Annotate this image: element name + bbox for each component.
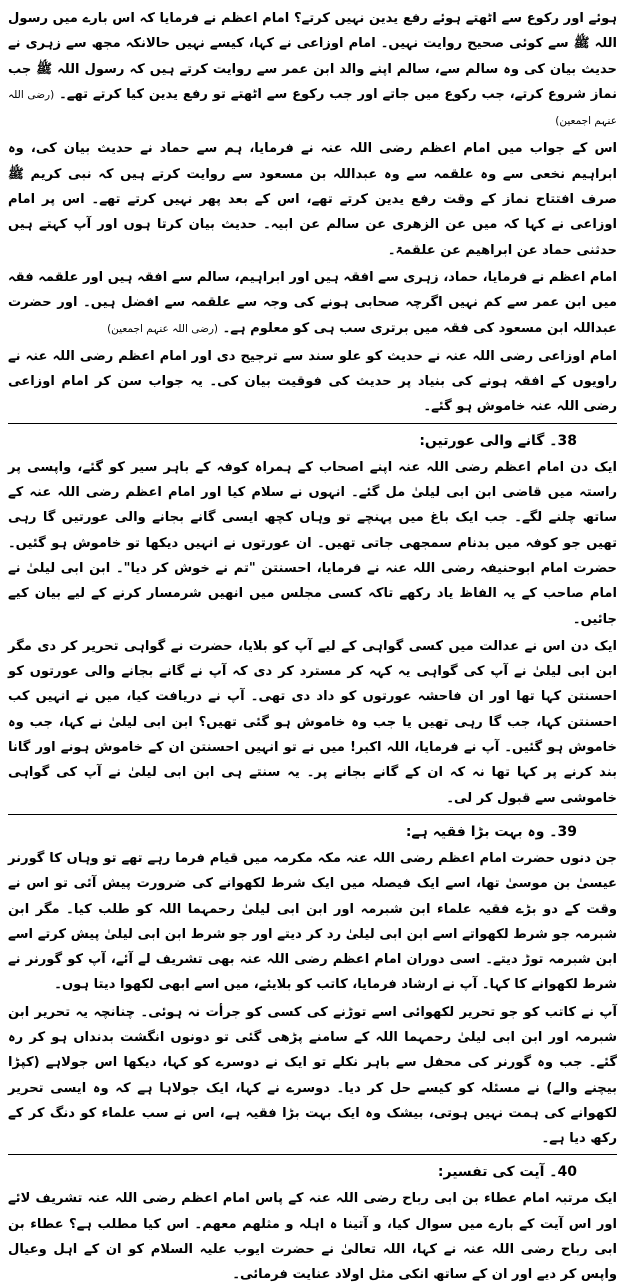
section-number: 38 [557,432,577,449]
paragraph-text: اس کے جواب میں امام اعظم رضی اللہ عنہ نے فرمایا، ہم سے حماد نے حدیث بیان کی، وہ ابراہیم نخعی سے وہ علقمہ سے وہ عبداللہ بن مسعود سے روایت کرتے ہیں کہ نبی کریم ﷺ صرف افتتاح نماز کے وقت رفع یدین کرتے تھے، اس کے بعد پھر نہیں کرتے تھے۔ اس پر امام اوزاعی نے کہا کہ میں عن الزھری عن سالم عن ابیہ۔ حدیث بیان کرتا ہوں اور آپ کہتے ہیں حدثنی حماد عن ابراھیم عن علقمۃ۔ [8,141,617,258]
paragraph-text: آپ نے کاتب کو جو تحریر لکھوائی اسے توڑنے کی کسی کو جرأت نہ ہوئی۔ چنانچہ یہ تحریر ابن شبرمہ اور ابن ابی لیلیٰ رحمہما اللہ کے سامنے پڑھی گئی تو دونوں انگشت بدنداں ہو کر رہ گئے۔ جب وہ گورنر کی محفل سے باہر نکلے تو ایک نے دوسرے کو کہا، دیکھا اس جولاہے (کپڑا بیچنے والے) نے مسئلہ کو کیسے حل کر دیا۔ دوسرے نے کہا، ایک جولاہا ہے کہ وہ ایسی تحریر لکھوانے کی ہمت نہیں ہوتی، بیشک وہ ایک بہت بڑا فقیہ ہے، اس نے سب علماء کو دنگ کر کے رکھ دیا ہے۔ [8,1004,617,1147]
paragraph-note: (رضی اللہ عنہم اجمعین) [107,322,219,335]
section-title: گانے والی عورتیں: [419,432,545,449]
section-divider [8,423,617,424]
paragraph-text: ہوئے اور رکوع سے اٹھتے ہوئے رفع یدین نہیں کرتے؟ امام اعظم نے فرمایا کہ اس بارے میں رسول اللہ ﷺ سے کوئی صحیح روایت نہیں۔ امام اوزاعی نے کہا، کیسے نہیں حالانکہ مجھ سے زہری نے حدیث بیان کی وہ سالم سے، سالم اپنے والد ابن عمر سے روایت کرتے ہیں کہ رسول اللہ ﷺ جب نماز شروع کرتے، جب رکوع میں جاتے اور جب رکوع سے اٹھتے تو رفع یدین کیا کرتے تھے۔ [8,11,618,102]
paragraph-p6 [8,634,617,811]
paragraph-text: امام اوزاعی رضی اللہ عنہ نے حدیث کو علو سند سے ترجیح دی اور امام اعظم رضی اللہ عنہ نے راویوں کے افقہ ہونے کی بنیاد پر حدیث کی فوقیت بیان کی۔ یہ جواب سن کر امام اوزاعی رضی اللہ عنہ خاموش ہو گئے۔ [8,348,617,415]
section-divider [8,814,617,815]
section-number: 40 [557,1164,577,1181]
section-divider [8,1154,617,1155]
paragraph-p1 [8,6,617,134]
paragraph-p4 [8,344,617,420]
paragraph-text: ایک دن اس نے عدالت میں کسی گواہی کے لیے آپ کو بلایا، حضرت نے گواہی تحریر کر دی مگر ابن ابی لیلیٰ نے آپ کی گواہی یہ کہہ کر مسترد کر دی کہ آپ نے گانے بجانے والی عورتوں کو احسنتن کہا تھا اور ان فاحشہ عورتوں کو داد دی تھی۔ آپ نے دریافت کیا، میں نے انہیں کب احسنتن کہا، جب گا رہی تھیں یا جب وہ خاموش ہو گئی تھیں؟ ابن ابی لیلیٰ نے کہا، جب وہ خاموش ہو گئیں۔ آپ نے فرمایا، اللہ اکبر! میں نے تو انہیں احسنتن ان کے خاموش ہونے اور گانا بند کرنے پر کہا تھا نہ کہ ان کے گانے بجانے پر۔ یہ سنتے ہی ابن ابی لیلیٰ نے آپ کی گواہی خاموشی سے قبول کر لی۔ [8,638,617,806]
paragraph-text: ایک مرتبہ امام عطاء بن ابی رباح رضی اللہ عنہ کے پاس امام اعظم رضی اللہ عنہ تشریف لائے اور اس آیت کے بارے میں سوال کیا، و آتینا ہ اہلہ و مثلھم معھم۔ اس کیا مطلب ہے؟ عطاء بن ابی رباح رضی اللہ عنہ نے کہا، اللہ تعالیٰ نے حضرت ایوب علیہ السلام کو ان کے اہل وعیال واپس کر دیے اور ان کے ساتھ انکی مثل اولاد عنایت فرمائی۔ [8,1191,617,1283]
paragraph-p3 [8,265,617,342]
paragraph-text: جن دنوں حضرت امام اعظم رضی اللہ عنہ مکہ مکرمہ میں قیام فرما رہے تھے تو وہاں کا گورنر عیسیٰ بن موسیٰ تھا، اسے ایک فیصلہ میں ایک شرط لکھوانے کی ضرورت پیش آئی تو اس نے وقت کے دو بڑے فقیہ علماء ابن شبرمہ اور ابن ابی لیلیٰ رحمہما اللہ کو طلب کیا۔ مگر ابن شبرمہ جو شرط لکھواتے اسے ابن ابی لیلیٰ رد کر دیتے اور جو شرط ابن ابی لیلیٰ پیش کرتے اسے ابن شبرمہ توڑ دیتے۔ اسی دوران امام اعظم رضی اللہ عنہ بھی تشریف لے آئے، آپ کو گورنر نے شرط لکھوانے کا کہا۔ آپ نے ارشاد فرمایا، کاتب کو بلایئے، میں اسے ابھی لکھوا دیتا ہوں۔ [8,850,617,993]
section-title: وہ بہت بڑا فقیہ ہے: [405,823,545,840]
section-heading-38: 38۔ گانے والی عورتیں: [419,432,577,449]
section-heading-40: 40۔ آیت کی تفسیر: [437,1164,577,1181]
paragraph-p8 [8,1000,617,1152]
section-heading-39: 39۔ وہ بہت بڑا فقیہ ہے: [405,823,577,840]
paragraph-p5 [8,455,617,632]
paragraph-p2 [8,136,617,262]
paragraph-note: (رضی اللہ عنہم اجمعین) [8,88,617,128]
paragraph-text: امام اعظم نے فرمایا، حماد، زہری سے افقہ ہیں اور ابراہیم، سالم سے افقہ ہیں اور علقمہ فقہ میں ابن عمر سے کم نہیں اگرچہ صحابی ہونے کی وجہ سے علقمہ سے افضل ہیں۔ اور حضرت عبداللہ ابن مسعود کی فقہ میں برتری سب ہی کو معلوم ہے۔ [8,269,617,336]
paragraph-p9 [8,1186,617,1287]
paragraph-text: ایک دن امام اعظم رضی اللہ عنہ اپنے اصحاب کے ہمراہ کوفہ کے باہر سیر کو گئے، واپسی پر راستہ میں قاضی ابن ابی لیلیٰ مل گئے۔ انہوں نے سلام کیا اور امام اعظم رضی اللہ عنہ کے ساتھ چلنے لگے۔ جب ایک باغ میں پہنچے تو وہاں کچھ ایسی گانے بجانے والی عورتیں گا رہی تھیں جو کوفہ میں بدنام سمجھی جاتی تھیں۔ ان عورتوں نے انہیں دیکھا تو خاموش ہو گئیں۔ حضرت امام ابوحنیفہ رضی اللہ عنہ نے فرمایا، احسنتن "تم نے خوش کر دیا"۔ ابن ابی لیلیٰ نے امام صاحب کے یہ الفاظ یاد رکھے تاکہ کسی مجلس میں انھیں شرمسار کرنے کے لیے بیان کیے جائیں۔ [8,459,617,627]
paragraph-p7 [8,846,617,998]
section-title: آیت کی تفسیر: [437,1164,545,1181]
section-number: 39 [557,823,577,840]
